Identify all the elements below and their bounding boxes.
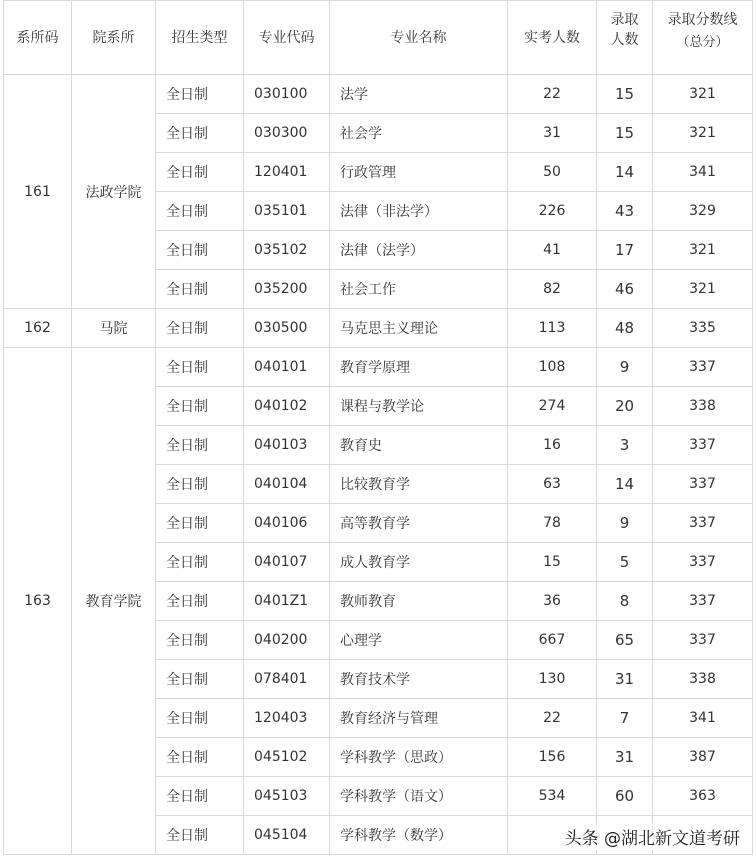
dept-name-cell: 马院 [72, 309, 156, 348]
type-cell: 全日制 [156, 777, 244, 816]
admitted-cell: 3 [597, 426, 653, 465]
major-code-cell: 045104 [244, 816, 330, 855]
applicants-cell: 156 [508, 738, 597, 777]
cutoff-cell: 335 [653, 309, 753, 348]
applicants-cell: 78 [508, 504, 597, 543]
applicants-cell: 36 [508, 582, 597, 621]
header-major-code: 专业代码 [244, 1, 330, 75]
header-admitted-line2: 人数 [610, 32, 639, 48]
cutoff-cell: 337 [653, 348, 753, 387]
major-code-cell: 040200 [244, 621, 330, 660]
type-cell: 全日制 [156, 426, 244, 465]
type-cell: 全日制 [156, 231, 244, 270]
type-cell: 全日制 [156, 192, 244, 231]
cutoff-cell: 341 [653, 699, 753, 738]
type-cell: 全日制 [156, 738, 244, 777]
cutoff-cell: 363 [653, 777, 753, 816]
applicants-cell: 15 [508, 543, 597, 582]
admitted-cell: 31 [597, 660, 653, 699]
major-code-cell: 030500 [244, 309, 330, 348]
cutoff-cell: 337 [653, 465, 753, 504]
major-name-cell: 教育技术学 [330, 660, 508, 699]
admitted-cell: 43 [597, 192, 653, 231]
header-cutoff [653, 1, 753, 75]
table-row [4, 75, 753, 114]
admitted-cell: 8 [597, 582, 653, 621]
header-admitted [597, 1, 653, 75]
major-name-cell: 社会工作 [330, 270, 508, 309]
watermark: 头条 @湖北新文道考研 [561, 823, 744, 850]
cutoff-cell: 321 [653, 114, 753, 153]
header-applicants: 实考人数 [508, 1, 597, 75]
cutoff-cell: 337 [653, 621, 753, 660]
major-code-cell: 040107 [244, 543, 330, 582]
admitted-cell: 46 [597, 270, 653, 309]
major-code-cell: 040103 [244, 426, 330, 465]
major-name-cell: 马克思主义理论 [330, 309, 508, 348]
dept-code-cell: 163 [4, 348, 72, 855]
major-code-cell: 040106 [244, 504, 330, 543]
type-cell: 全日制 [156, 543, 244, 582]
cutoff-cell: 337 [653, 504, 753, 543]
applicants-cell: 130 [508, 660, 597, 699]
applicants-cell: 113 [508, 309, 597, 348]
type-cell: 全日制 [156, 621, 244, 660]
cutoff-cell: 387 [653, 738, 753, 777]
cutoff-cell: 337 [653, 543, 753, 582]
major-code-cell: 120403 [244, 699, 330, 738]
major-name-cell: 法学 [330, 75, 508, 114]
type-cell: 全日制 [156, 582, 244, 621]
applicants-cell: 226 [508, 192, 597, 231]
header-cutoff-line1: 录取分数线 [667, 12, 738, 28]
applicants-cell: 41 [508, 231, 597, 270]
cutoff-cell: 321 [653, 231, 753, 270]
header-row [4, 1, 753, 75]
admitted-cell: 14 [597, 153, 653, 192]
major-name-cell: 教育经济与管理 [330, 699, 508, 738]
major-name-cell: 法律（法学） [330, 231, 508, 270]
admitted-cell: 31 [597, 738, 653, 777]
major-name-cell: 社会学 [330, 114, 508, 153]
major-code-cell: 030100 [244, 75, 330, 114]
header-dept-name: 院系所 [72, 1, 156, 75]
major-name-cell: 教育史 [330, 426, 508, 465]
type-cell: 全日制 [156, 387, 244, 426]
type-cell: 全日制 [156, 660, 244, 699]
major-name-cell: 学科教学（思政） [330, 738, 508, 777]
dept-code-cell: 161 [4, 75, 72, 309]
admitted-cell: 9 [597, 348, 653, 387]
type-cell: 全日制 [156, 465, 244, 504]
applicants-cell: 22 [508, 699, 597, 738]
applicants-cell: 31 [508, 114, 597, 153]
header-dept-code: 系所码 [4, 1, 72, 75]
admitted-cell: 15 [597, 114, 653, 153]
cutoff-cell: 321 [653, 270, 753, 309]
type-cell: 全日制 [156, 270, 244, 309]
admitted-cell: 17 [597, 231, 653, 270]
major-code-cell: 0401Z1 [244, 582, 330, 621]
major-name-cell: 高等教育学 [330, 504, 508, 543]
major-name-cell: 行政管理 [330, 153, 508, 192]
applicants-cell: 50 [508, 153, 597, 192]
type-cell: 全日制 [156, 75, 244, 114]
cutoff-cell: 338 [653, 387, 753, 426]
admitted-cell: 60 [597, 777, 653, 816]
type-cell: 全日制 [156, 504, 244, 543]
cutoff-cell: 341 [653, 153, 753, 192]
dept-name-cell: 教育学院 [72, 348, 156, 855]
admitted-cell: 20 [597, 387, 653, 426]
type-cell: 全日制 [156, 816, 244, 855]
cutoff-cell: 338 [653, 660, 753, 699]
major-name-cell: 教师教育 [330, 582, 508, 621]
header-cutoff-line2: （总分） [676, 35, 729, 50]
applicants-cell: 108 [508, 348, 597, 387]
table-row [4, 309, 753, 348]
admitted-cell: 5 [597, 543, 653, 582]
major-code-cell: 078401 [244, 660, 330, 699]
major-code-cell: 120401 [244, 153, 330, 192]
major-name-cell: 法律（非法学） [330, 192, 508, 231]
major-name-cell: 课程与教学论 [330, 387, 508, 426]
admitted-cell: 14 [597, 465, 653, 504]
table-body [4, 75, 753, 855]
admissions-table [3, 0, 753, 855]
major-code-cell: 045103 [244, 777, 330, 816]
admitted-cell: 65 [597, 621, 653, 660]
applicants-cell: 63 [508, 465, 597, 504]
major-name-cell: 学科教学（数学） [330, 816, 508, 855]
cutoff-cell: 329 [653, 192, 753, 231]
table-row [4, 348, 753, 387]
type-cell: 全日制 [156, 348, 244, 387]
applicants-cell: 22 [508, 75, 597, 114]
admitted-cell: 7 [597, 699, 653, 738]
major-name-cell: 成人教育学 [330, 543, 508, 582]
header-admitted-line1: 录取 [610, 12, 639, 28]
major-code-cell: 045102 [244, 738, 330, 777]
major-code-cell: 035102 [244, 231, 330, 270]
major-code-cell: 040101 [244, 348, 330, 387]
major-name-cell: 比较教育学 [330, 465, 508, 504]
major-code-cell: 040104 [244, 465, 330, 504]
type-cell: 全日制 [156, 309, 244, 348]
type-cell: 全日制 [156, 153, 244, 192]
major-code-cell: 035101 [244, 192, 330, 231]
major-name-cell: 心理学 [330, 621, 508, 660]
applicants-cell: 16 [508, 426, 597, 465]
cutoff-cell: 337 [653, 426, 753, 465]
cutoff-cell: 337 [653, 582, 753, 621]
dept-name-cell: 法政学院 [72, 75, 156, 309]
header-type: 招生类型 [156, 1, 244, 75]
applicants-cell: 667 [508, 621, 597, 660]
header-major-name: 专业名称 [330, 1, 508, 75]
type-cell: 全日制 [156, 114, 244, 153]
major-name-cell: 学科教学（语文） [330, 777, 508, 816]
cutoff-cell: 321 [653, 75, 753, 114]
type-cell: 全日制 [156, 699, 244, 738]
applicants-cell: 82 [508, 270, 597, 309]
major-code-cell: 040102 [244, 387, 330, 426]
dept-code-cell: 162 [4, 309, 72, 348]
admitted-cell: 48 [597, 309, 653, 348]
major-name-cell: 教育学原理 [330, 348, 508, 387]
admitted-cell: 9 [597, 504, 653, 543]
major-code-cell: 030300 [244, 114, 330, 153]
applicants-cell: 274 [508, 387, 597, 426]
major-code-cell: 035200 [244, 270, 330, 309]
applicants-cell: 534 [508, 777, 597, 816]
admitted-cell: 15 [597, 75, 653, 114]
